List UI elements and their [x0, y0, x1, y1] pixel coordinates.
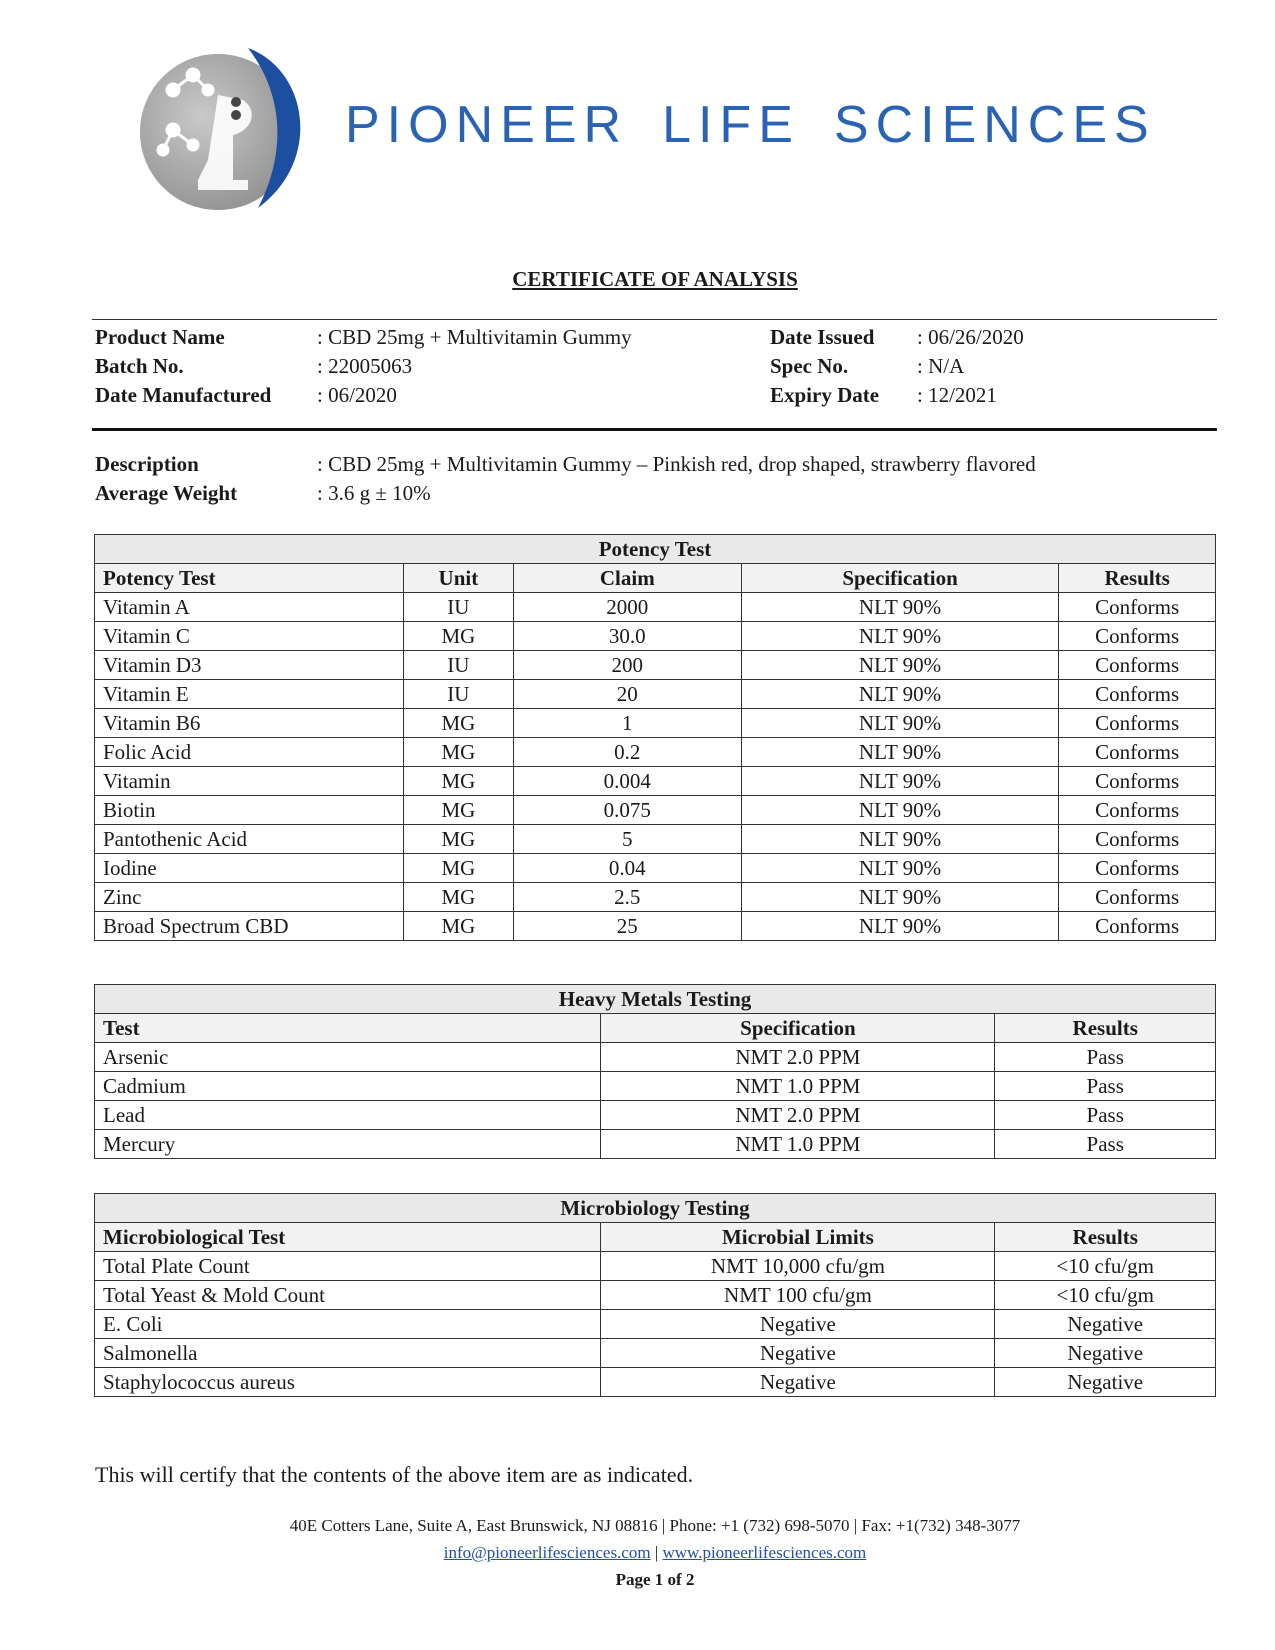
potency-row-cell: Pantothenic Acid [95, 825, 404, 854]
batch-value: : 22005063 [317, 354, 413, 378]
potency-row-cell: NLT 90% [741, 622, 1059, 651]
metals-row-cell: NMT 1.0 PPM [601, 1130, 995, 1159]
batch-label: Batch No. [95, 354, 184, 378]
microbiology-table [94, 1193, 1216, 1397]
potency-row-cell: NLT 90% [741, 738, 1059, 767]
metals-row-cell: Pass [995, 1101, 1216, 1130]
micro-caption: Microbiology Testing [95, 1194, 1216, 1223]
brand-word-pioneer: PIONEER [345, 96, 629, 154]
micro-row-cell: Total Plate Count [95, 1252, 601, 1281]
metals-row-cell: Pass [995, 1043, 1216, 1072]
potency-row-cell: Vitamin C [95, 622, 404, 651]
potency-row-cell: MG [404, 622, 514, 651]
metals-row-cell: NMT 2.0 PPM [601, 1101, 995, 1130]
micro-row-cell: Negative [601, 1310, 995, 1339]
potency-row-cell: MG [404, 825, 514, 854]
potency-row-cell: 0.04 [513, 854, 741, 883]
metals-caption: Heavy Metals Testing [95, 985, 1216, 1014]
potency-row-cell: Iodine [95, 854, 404, 883]
footer-separator: | [654, 1543, 659, 1562]
potency-row-cell: MG [404, 738, 514, 767]
metals-row-cell: NMT 1.0 PPM [601, 1072, 995, 1101]
spec-value: : N/A [917, 354, 965, 378]
product-name-label: Product Name [95, 325, 225, 349]
weight-value: : 3.6 g ± 10% [317, 481, 431, 505]
micro-row-cell: Total Yeast & Mold Count [95, 1281, 601, 1310]
potency-row [95, 593, 1216, 622]
page-number: Page 1 of 2 [615, 1570, 695, 1589]
potency-row-cell: 0.2 [513, 738, 741, 767]
micro-row-cell: E. Coli [95, 1310, 601, 1339]
section-divider [92, 428, 1217, 431]
potency-header-claim: Claim [513, 564, 741, 593]
potency-row-cell: Conforms [1059, 796, 1216, 825]
potency-row-cell: NLT 90% [741, 825, 1059, 854]
email-link[interactable]: info@pioneerlifesciences.com [443, 1543, 651, 1562]
potency-header-test: Potency Test [95, 564, 404, 593]
potency-row-cell: IU [404, 593, 514, 622]
potency-row-cell: Conforms [1059, 854, 1216, 883]
product-info-left [95, 323, 632, 410]
micro-row-cell: <10 cfu/gm [995, 1252, 1216, 1281]
potency-row-cell: Zinc [95, 883, 404, 912]
metals-row-cell: Cadmium [95, 1072, 601, 1101]
potency-row-cell: NLT 90% [741, 796, 1059, 825]
potency-row-cell: 25 [513, 912, 741, 941]
brand-word-life: LIFE [662, 96, 800, 154]
potency-row [95, 825, 1216, 854]
micro-row-cell: Salmonella [95, 1339, 601, 1368]
potency-row-cell: 2.5 [513, 883, 741, 912]
potency-row-cell: NLT 90% [741, 593, 1059, 622]
metals-row-cell: Pass [995, 1072, 1216, 1101]
footer-links [0, 1543, 1275, 1563]
date-manufactured-value: : 06/2020 [317, 383, 397, 407]
metals-rows [95, 1043, 1216, 1159]
date-issued-value: : 06/26/2020 [917, 325, 1024, 349]
micro-row-cell: NMT 10,000 cfu/gm [601, 1252, 995, 1281]
metals-row-cell: Lead [95, 1101, 601, 1130]
micro-row-cell: NMT 100 cfu/gm [601, 1281, 995, 1310]
footer-address: 40E Cotters Lane, Suite A, East Brunswick, NJ 08816 | Phone: +1 (732) 698-5070 | Fax: +1(732) 348-3077 [289, 1516, 1021, 1535]
potency-row-cell: Vitamin A [95, 593, 404, 622]
potency-row-cell: 20 [513, 680, 741, 709]
metals-header-results: Results [995, 1014, 1216, 1043]
potency-row-cell: Folic Acid [95, 738, 404, 767]
certification-statement: This will certify that the contents of the above item are as indicated. [95, 1462, 694, 1487]
weight-label: Average Weight [95, 481, 238, 505]
potency-row-cell: 0.075 [513, 796, 741, 825]
potency-row-cell: NLT 90% [741, 912, 1059, 941]
potency-row-cell: 1 [513, 709, 741, 738]
potency-row-cell: Conforms [1059, 593, 1216, 622]
micro-row-cell: Negative [601, 1339, 995, 1368]
potency-caption: Potency Test [95, 535, 1216, 564]
potency-row-cell: MG [404, 709, 514, 738]
micro-header-test: Microbiological Test [95, 1223, 601, 1252]
metals-row-cell: NMT 2.0 PPM [601, 1043, 995, 1072]
potency-row [95, 854, 1216, 883]
potency-row-cell: Conforms [1059, 680, 1216, 709]
potency-row-cell: Conforms [1059, 738, 1216, 767]
potency-row-cell: Vitamin B6 [95, 709, 404, 738]
potency-row-cell: Conforms [1059, 767, 1216, 796]
micro-row-cell: Negative [995, 1368, 1216, 1397]
potency-row-cell: MG [404, 796, 514, 825]
potency-header-spec: Specification [741, 564, 1059, 593]
description-label: Description [95, 452, 199, 476]
potency-row-cell: Vitamin D3 [95, 651, 404, 680]
potency-row-cell: Broad Spectrum CBD [95, 912, 404, 941]
micro-row [95, 1339, 1216, 1368]
potency-row-cell: NLT 90% [741, 854, 1059, 883]
date-issued-label: Date Issued [770, 325, 875, 349]
potency-row [95, 796, 1216, 825]
potency-row-cell: 200 [513, 651, 741, 680]
product-description [95, 450, 1036, 508]
micro-header-results: Results [995, 1223, 1216, 1252]
micro-row-cell: Negative [995, 1310, 1216, 1339]
micro-rows [95, 1252, 1216, 1397]
header-divider [92, 319, 1217, 320]
brand-word-sciences: SCIENCES [833, 96, 1156, 154]
potency-row [95, 912, 1216, 941]
potency-row-cell: IU [404, 651, 514, 680]
potency-row [95, 651, 1216, 680]
document-title: CERTIFICATE OF ANALYSIS [512, 267, 798, 291]
expiry-value: : 12/2021 [917, 383, 997, 407]
potency-row [95, 680, 1216, 709]
description-value: : CBD 25mg + Multivitamin Gummy – Pinkish red, drop shaped, strawberry flavored [317, 452, 1036, 476]
potency-row [95, 622, 1216, 651]
potency-row [95, 883, 1216, 912]
pioneer-logo-icon [138, 40, 313, 215]
potency-row [95, 709, 1216, 738]
potency-header-unit: Unit [404, 564, 514, 593]
metals-header-spec: Specification [601, 1014, 995, 1043]
metals-row-cell: Mercury [95, 1130, 601, 1159]
potency-row-cell: NLT 90% [741, 709, 1059, 738]
date-manufactured-label: Date Manufactured [95, 383, 272, 407]
micro-row-cell: Staphylococcus aureus [95, 1368, 601, 1397]
potency-row-cell: Conforms [1059, 709, 1216, 738]
potency-row-cell: Vitamin E [95, 680, 404, 709]
brand-name [345, 95, 1156, 155]
micro-row [95, 1281, 1216, 1310]
micro-row [95, 1368, 1216, 1397]
metals-row-cell: Pass [995, 1130, 1216, 1159]
spec-label: Spec No. [770, 354, 849, 378]
potency-row [95, 738, 1216, 767]
potency-row-cell: 5 [513, 825, 741, 854]
potency-row-cell: Vitamin [95, 767, 404, 796]
micro-header-limits: Microbial Limits [601, 1223, 995, 1252]
potency-row-cell: MG [404, 767, 514, 796]
product-info-right [770, 323, 1024, 410]
expiry-label: Expiry Date [770, 383, 880, 407]
heavy-metals-table [94, 984, 1216, 1159]
potency-row-cell: Biotin [95, 796, 404, 825]
metals-header-test: Test [95, 1014, 601, 1043]
micro-row-cell: <10 cfu/gm [995, 1281, 1216, 1310]
potency-row-cell: Conforms [1059, 651, 1216, 680]
potency-rows [95, 593, 1216, 941]
potency-row-cell: MG [404, 883, 514, 912]
potency-row-cell: NLT 90% [741, 680, 1059, 709]
potency-row-cell: Conforms [1059, 825, 1216, 854]
potency-row-cell: 30.0 [513, 622, 741, 651]
metals-row-cell: Arsenic [95, 1043, 601, 1072]
website-link[interactable]: www.pioneerlifesciences.com [662, 1543, 867, 1562]
metals-row [95, 1101, 1216, 1130]
potency-row-cell: NLT 90% [741, 651, 1059, 680]
potency-row-cell: NLT 90% [741, 767, 1059, 796]
potency-row-cell: Conforms [1059, 912, 1216, 941]
metals-row [95, 1072, 1216, 1101]
metals-row [95, 1043, 1216, 1072]
micro-row-cell: Negative [601, 1368, 995, 1397]
micro-row [95, 1252, 1216, 1281]
potency-row-cell: MG [404, 912, 514, 941]
potency-row [95, 767, 1216, 796]
product-name-value: : CBD 25mg + Multivitamin Gummy [317, 325, 632, 349]
potency-row-cell: 2000 [513, 593, 741, 622]
micro-row [95, 1310, 1216, 1339]
potency-row-cell: Conforms [1059, 622, 1216, 651]
potency-row-cell: Conforms [1059, 883, 1216, 912]
potency-row-cell: IU [404, 680, 514, 709]
potency-table [94, 534, 1216, 941]
potency-row-cell: NLT 90% [741, 883, 1059, 912]
potency-header-results: Results [1059, 564, 1216, 593]
metals-row [95, 1130, 1216, 1159]
potency-row-cell: 0.004 [513, 767, 741, 796]
micro-row-cell: Negative [995, 1339, 1216, 1368]
potency-row-cell: MG [404, 854, 514, 883]
